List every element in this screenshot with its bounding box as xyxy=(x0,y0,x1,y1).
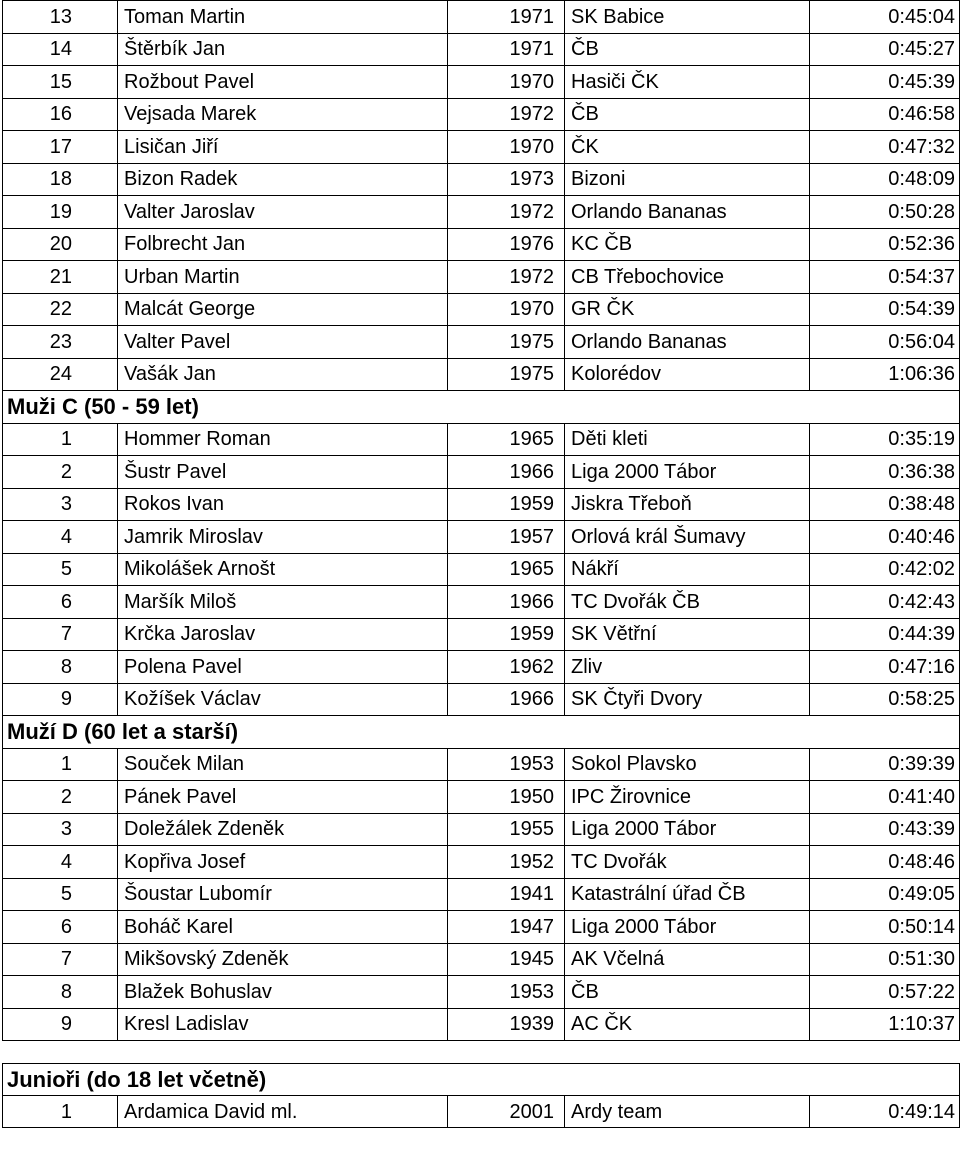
club-cell: Liga 2000 Tábor xyxy=(565,911,810,944)
time-cell: 0:52:36 xyxy=(810,228,960,261)
year-cell: 1976 xyxy=(448,228,565,261)
table-row xyxy=(3,943,960,976)
time-cell: 1:10:37 xyxy=(810,1008,960,1041)
name-cell: Maršík Miloš xyxy=(118,586,448,619)
club-cell: SK Čtyři Dvory xyxy=(565,683,810,716)
club-cell: Nákří xyxy=(565,553,810,586)
juniors-table xyxy=(2,1063,960,1128)
name-cell: Hommer Roman xyxy=(118,423,448,456)
time-cell: 0:50:14 xyxy=(810,911,960,944)
rank-cell: 17 xyxy=(3,131,118,164)
rank-cell: 1 xyxy=(3,1096,118,1128)
table-row xyxy=(3,553,960,586)
year-cell: 1953 xyxy=(448,976,565,1009)
time-cell: 0:42:43 xyxy=(810,586,960,619)
table-row xyxy=(3,131,960,164)
rank-cell: 13 xyxy=(3,1,118,34)
table-row xyxy=(3,878,960,911)
section-muzi-c xyxy=(3,391,960,716)
time-cell: 0:45:27 xyxy=(810,33,960,66)
time-cell: 0:40:46 xyxy=(810,521,960,554)
year-cell: 1971 xyxy=(448,1,565,34)
rank-cell: 2 xyxy=(3,781,118,814)
rank-cell: 9 xyxy=(3,1008,118,1041)
club-cell: Orlando Bananas xyxy=(565,196,810,229)
rank-cell: 4 xyxy=(3,846,118,879)
table-row xyxy=(3,163,960,196)
club-cell: ČB xyxy=(565,33,810,66)
year-cell: 1947 xyxy=(448,911,565,944)
name-cell: Ardamica David ml. xyxy=(118,1096,448,1128)
year-cell: 1971 xyxy=(448,33,565,66)
time-cell: 0:41:40 xyxy=(810,781,960,814)
year-cell: 1966 xyxy=(448,683,565,716)
time-cell: 0:49:14 xyxy=(810,1096,960,1128)
table-row xyxy=(3,586,960,619)
rank-cell: 1 xyxy=(3,423,118,456)
name-cell: Vejsada Marek xyxy=(118,98,448,131)
year-cell: 1939 xyxy=(448,1008,565,1041)
section-heading-row xyxy=(3,391,960,424)
club-cell: SK Babice xyxy=(565,1,810,34)
time-cell: 0:42:02 xyxy=(810,553,960,586)
year-cell: 1952 xyxy=(448,846,565,879)
rank-cell: 23 xyxy=(3,326,118,359)
club-cell: ČB xyxy=(565,98,810,131)
time-cell: 1:06:36 xyxy=(810,358,960,391)
section-title: Muži C (50 - 59 let) xyxy=(3,391,565,424)
club-cell: Liga 2000 Tábor xyxy=(565,456,810,489)
year-cell: 1975 xyxy=(448,358,565,391)
name-cell: Mikolášek Arnošt xyxy=(118,553,448,586)
club-cell: ČB xyxy=(565,976,810,1009)
year-cell: 1945 xyxy=(448,943,565,976)
table-row xyxy=(3,228,960,261)
table-row xyxy=(3,1,960,34)
name-cell: Folbrecht Jan xyxy=(118,228,448,261)
year-cell: 1953 xyxy=(448,748,565,781)
section-title: Junioři (do 18 let včetně) xyxy=(3,1064,565,1096)
table-row xyxy=(3,683,960,716)
rank-cell: 19 xyxy=(3,196,118,229)
rank-cell: 4 xyxy=(3,521,118,554)
table-row xyxy=(3,521,960,554)
rank-cell: 2 xyxy=(3,456,118,489)
table-row xyxy=(3,456,960,489)
club-cell: CB Třebochovice xyxy=(565,261,810,294)
year-cell: 1959 xyxy=(448,618,565,651)
section-heading-row xyxy=(3,1064,960,1096)
rank-cell: 6 xyxy=(3,911,118,944)
club-cell: AC ČK xyxy=(565,1008,810,1041)
rank-cell: 6 xyxy=(3,586,118,619)
club-cell: Zliv xyxy=(565,651,810,684)
rank-cell: 5 xyxy=(3,878,118,911)
name-cell: Pánek Pavel xyxy=(118,781,448,814)
name-cell: Rožbout Pavel xyxy=(118,66,448,99)
name-cell: Doležálek Zdeněk xyxy=(118,813,448,846)
year-cell: 1970 xyxy=(448,293,565,326)
rank-cell: 15 xyxy=(3,66,118,99)
table-row xyxy=(3,781,960,814)
club-cell: Sokol Plavsko xyxy=(565,748,810,781)
time-cell: 0:54:37 xyxy=(810,261,960,294)
rank-cell: 1 xyxy=(3,748,118,781)
year-cell: 1973 xyxy=(448,163,565,196)
table-row xyxy=(3,196,960,229)
club-cell: AK Včelná xyxy=(565,943,810,976)
name-cell: Kožíšek Václav xyxy=(118,683,448,716)
year-cell: 1959 xyxy=(448,488,565,521)
table-row xyxy=(3,33,960,66)
time-cell: 0:48:09 xyxy=(810,163,960,196)
section-title: Muží D (60 let a starší) xyxy=(3,716,565,749)
section-heading-row xyxy=(3,716,960,749)
club-cell: Bizoni xyxy=(565,163,810,196)
table-row xyxy=(3,423,960,456)
time-cell: 0:39:39 xyxy=(810,748,960,781)
time-cell: 0:50:28 xyxy=(810,196,960,229)
name-cell: Malcát George xyxy=(118,293,448,326)
time-cell: 0:35:19 xyxy=(810,423,960,456)
year-cell: 1965 xyxy=(448,423,565,456)
year-cell: 1966 xyxy=(448,456,565,489)
section-title-spacer xyxy=(565,716,960,749)
name-cell: Boháč Karel xyxy=(118,911,448,944)
club-cell: TC Dvořák xyxy=(565,846,810,879)
time-cell: 0:46:58 xyxy=(810,98,960,131)
rank-cell: 8 xyxy=(3,651,118,684)
table-row xyxy=(3,1008,960,1041)
table-row xyxy=(3,748,960,781)
section-gap xyxy=(0,1041,960,1063)
time-cell: 0:47:16 xyxy=(810,651,960,684)
time-cell: 0:47:32 xyxy=(810,131,960,164)
year-cell: 1941 xyxy=(448,878,565,911)
club-cell: TC Dvořák ČB xyxy=(565,586,810,619)
table-row xyxy=(3,1096,960,1128)
time-cell: 0:57:22 xyxy=(810,976,960,1009)
name-cell: Valter Pavel xyxy=(118,326,448,359)
time-cell: 0:45:39 xyxy=(810,66,960,99)
time-cell: 0:36:38 xyxy=(810,456,960,489)
name-cell: Krčka Jaroslav xyxy=(118,618,448,651)
name-cell: Urban Martin xyxy=(118,261,448,294)
club-cell: KC ČB xyxy=(565,228,810,261)
table-row xyxy=(3,488,960,521)
club-cell: Katastrální úřad ČB xyxy=(565,878,810,911)
year-cell: 1966 xyxy=(448,586,565,619)
year-cell: 1955 xyxy=(448,813,565,846)
table-row xyxy=(3,846,960,879)
table-row xyxy=(3,98,960,131)
club-cell: ČK xyxy=(565,131,810,164)
club-cell: Orlová král Šumavy xyxy=(565,521,810,554)
section-muzi-d xyxy=(3,716,960,1041)
rank-cell: 3 xyxy=(3,488,118,521)
section-juniori xyxy=(3,1064,960,1128)
section-title-spacer xyxy=(565,1064,960,1096)
year-cell: 2001 xyxy=(448,1096,565,1128)
time-cell: 0:48:46 xyxy=(810,846,960,879)
rank-cell: 20 xyxy=(3,228,118,261)
name-cell: Kresl Ladislav xyxy=(118,1008,448,1041)
time-cell: 0:49:05 xyxy=(810,878,960,911)
year-cell: 1972 xyxy=(448,196,565,229)
rank-cell: 8 xyxy=(3,976,118,1009)
name-cell: Vašák Jan xyxy=(118,358,448,391)
year-cell: 1957 xyxy=(448,521,565,554)
club-cell: IPC Žirovnice xyxy=(565,781,810,814)
rank-cell: 16 xyxy=(3,98,118,131)
name-cell: Polena Pavel xyxy=(118,651,448,684)
name-cell: Souček Milan xyxy=(118,748,448,781)
rank-cell: 22 xyxy=(3,293,118,326)
table-row xyxy=(3,326,960,359)
club-cell: Jiskra Třeboň xyxy=(565,488,810,521)
name-cell: Bizon Radek xyxy=(118,163,448,196)
rank-cell: 7 xyxy=(3,618,118,651)
table-row xyxy=(3,358,960,391)
club-cell: Děti kleti xyxy=(565,423,810,456)
club-cell: GR ČK xyxy=(565,293,810,326)
table-row xyxy=(3,911,960,944)
rank-cell: 5 xyxy=(3,553,118,586)
year-cell: 1970 xyxy=(448,66,565,99)
table-row xyxy=(3,813,960,846)
year-cell: 1972 xyxy=(448,261,565,294)
time-cell: 0:54:39 xyxy=(810,293,960,326)
club-cell: Orlando Bananas xyxy=(565,326,810,359)
rank-cell: 9 xyxy=(3,683,118,716)
table-row xyxy=(3,293,960,326)
club-cell: Hasiči ČK xyxy=(565,66,810,99)
time-cell: 0:38:48 xyxy=(810,488,960,521)
name-cell: Šustr Pavel xyxy=(118,456,448,489)
section-title-spacer xyxy=(565,391,960,424)
rank-cell: 14 xyxy=(3,33,118,66)
name-cell: Toman Martin xyxy=(118,1,448,34)
club-cell: Liga 2000 Tábor xyxy=(565,813,810,846)
name-cell: Blažek Bohuslav xyxy=(118,976,448,1009)
results-table xyxy=(2,0,960,1041)
table-row xyxy=(3,618,960,651)
time-cell: 0:51:30 xyxy=(810,943,960,976)
year-cell: 1950 xyxy=(448,781,565,814)
time-cell: 0:43:39 xyxy=(810,813,960,846)
time-cell: 0:45:04 xyxy=(810,1,960,34)
name-cell: Lisičan Jiří xyxy=(118,131,448,164)
club-cell: Kolorédov xyxy=(565,358,810,391)
table-row xyxy=(3,651,960,684)
club-cell: SK Větřní xyxy=(565,618,810,651)
rank-cell: 7 xyxy=(3,943,118,976)
name-cell: Mikšovský Zdeněk xyxy=(118,943,448,976)
name-cell: Štěrbík Jan xyxy=(118,33,448,66)
club-cell: Ardy team xyxy=(565,1096,810,1128)
year-cell: 1970 xyxy=(448,131,565,164)
time-cell: 0:58:25 xyxy=(810,683,960,716)
name-cell: Jamrik Miroslav xyxy=(118,521,448,554)
name-cell: Kopřiva Josef xyxy=(118,846,448,879)
name-cell: Šoustar Lubomír xyxy=(118,878,448,911)
table-row xyxy=(3,976,960,1009)
rank-cell: 21 xyxy=(3,261,118,294)
year-cell: 1962 xyxy=(448,651,565,684)
results-rows-continued xyxy=(3,1,960,391)
time-cell: 0:56:04 xyxy=(810,326,960,359)
rank-cell: 3 xyxy=(3,813,118,846)
time-cell: 0:44:39 xyxy=(810,618,960,651)
name-cell: Rokos Ivan xyxy=(118,488,448,521)
table-row xyxy=(3,261,960,294)
name-cell: Valter Jaroslav xyxy=(118,196,448,229)
rank-cell: 18 xyxy=(3,163,118,196)
table-row xyxy=(3,66,960,99)
year-cell: 1972 xyxy=(448,98,565,131)
rank-cell: 24 xyxy=(3,358,118,391)
year-cell: 1965 xyxy=(448,553,565,586)
year-cell: 1975 xyxy=(448,326,565,359)
